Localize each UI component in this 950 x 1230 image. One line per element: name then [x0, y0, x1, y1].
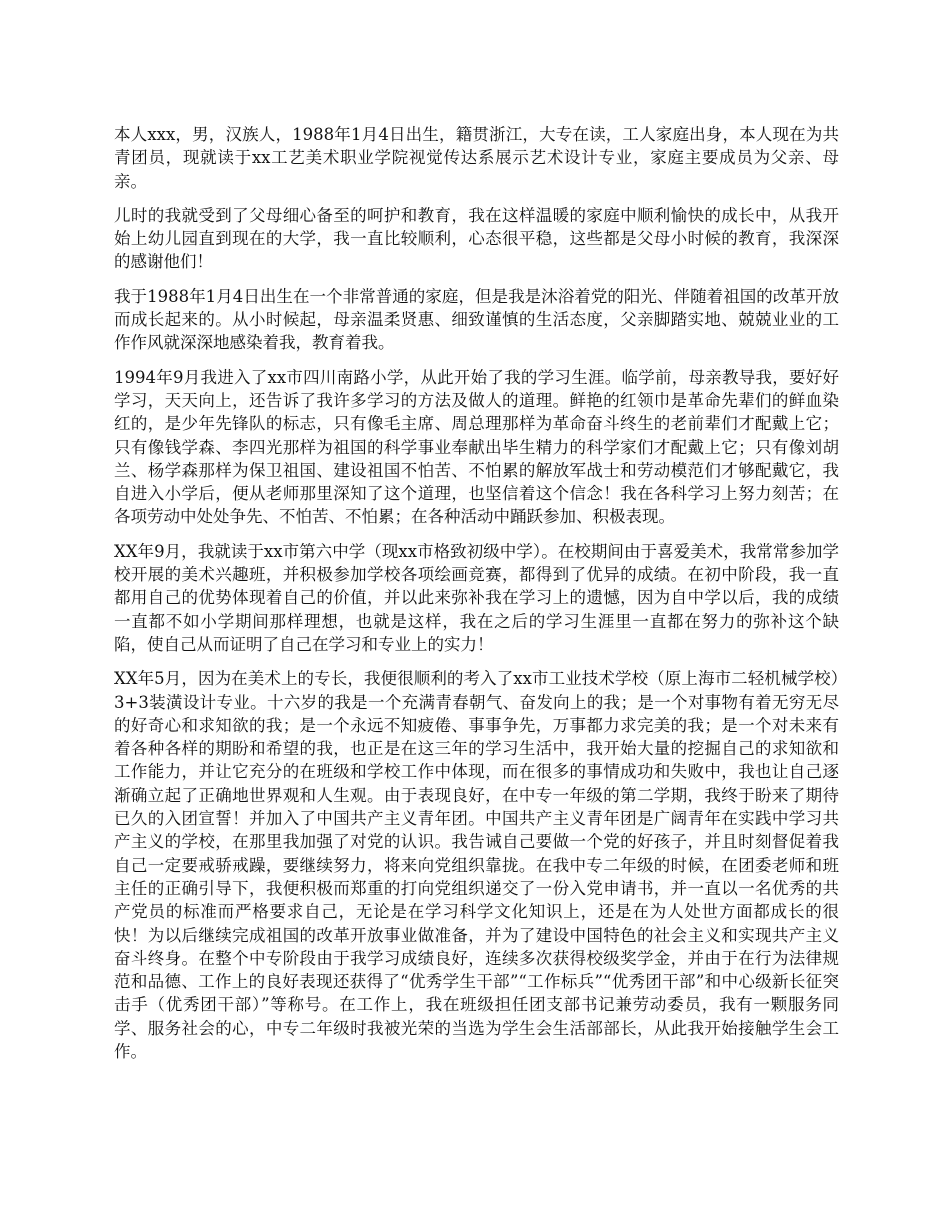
paragraph-technical-school: XX年5月，因为在美术上的专长，我便很顺利的考入了xx市工业技术学校（原上海市二轻机械学校）3+3装潢设计专业。十六岁的我是一个充满青春朝气、奋发向上的我；是一个对事物有着无穷无尽的好奇心和求知欲的我；是一个永远不知疲倦、事事争先，万事都力求完美的我；是一个对未来有着各种各样的期盼和希望的我，也正是在这三年的学习生活中，我开始大量的挖掘自己的求知欲和工作能力，并让它充分的在班级和学校工作中体现，而在很多的事情成功和失败中，我也让自己逐渐确立起了正确地世界观和人生观。由于表现良好，在中专一年级的第二学期，我终于盼来了期待已久的入团宣誓！并加入了中国共产主义青年团。中国共产主义青年团是广阔青年在实践中学习共产主义的学校，在那里我加强了对党的认识。我告诫自己要做一个党的好孩子，并且时刻督促着我自己一定要戒骄戒躁，要继续努力，将来向党组织靠拢。在我中专二年级的时候，在团委老师和班主任的正确引导下，我便积极而郑重的打向党组织递交了一份入党申请书，并一直以一名优秀的共产党员的标准而严格要求自己，无论是在学习科学文化知识上，还是在为人处世方面都成长的很快！为以后继续完成祖国的改革开放事业做准备，并为了建设中国特色的社会主义和实现共产主义奋斗终身。在整个中专阶段由于我学习成绩良好，连续多次获得校级奖学金，并由于在行为法律规范和品德、工作上的良好表现还获得了“优秀学生干部”“工作标兵”“优秀团干部”和中心级新长征突击手（优秀团干部）”等称号。在工作上，我在班级担任团支部书记兼劳动委员，我有一颗服务同学、服务社会的心，中专二年级时我被光荣的当选为学生会生活部部长，从此我开始接触学生会工作。 — [114, 669, 839, 1061]
document-body — [114, 123, 839, 1074]
paragraph-childhood: 儿时的我就受到了父母细心备至的呵护和教育，我在这样温暖的家庭中顺利愉快的成长中，从我开始上幼儿园直到现在的大学，我一直比较顺利，心态很平稳，这些都是父母小时候的教育，我深深的感谢他们！ — [114, 205, 839, 272]
paragraph-middle-school: XX年9月，我就读于xx市第六中学（现xx市格致初级中学）。在校期间由于喜爱美术，我常常参加学校开展的美术兴趣班，并积极参加学校各项绘画竞赛，都得到了优异的成绩。在初中阶段，我一直都用自己的优势体现着自己的价值，并以此来弥补我在学习上的遗憾，因为自中学以后，我的成绩一直都不如小学期间那样理想，也就是这样，我在之后的学习生涯里一直都在努力的弥补这个缺陷，使自己从而证明了自己在学习和专业上的实力！ — [114, 541, 839, 654]
paragraph-primary-school: 1994年9月我进入了xx市四川南路小学，从此开始了我的学习生涯。临学前，母亲教导我，要好好学习，天天向上，还告诉了我许多学习的方法及做人的道理。鲜艳的红领巾是革命先辈们的鲜血染红的，是少年先锋队的标志，只有像毛主席、周总理那样为革命奋斗终生的老前辈们才配戴上它；只有像钱学森、李四光那样为祖国的科学事业奉献出毕生精力的科学家们才配戴上它；只有像刘胡兰、杨学森那样为保卫祖国、建设祖国不怕苦、不怕累的解放军战士和劳动模范们才够配戴它，我自进入小学后，便从老师那里深知了这个道理，也坚信着这个信念！我在各科学习上努力刻苦；在各项劳动中处处争先、不怕苦、不怕累；在各种活动中踊跃参加、积极表现。 — [114, 367, 839, 527]
paragraph-family: 我于1988年1月4日出生在一个非常普通的家庭，但是我是沐浴着党的阳光、伴随着祖国的改革开放而成长起来的。从小时候起，母亲温柔贤惠、细致谨慎的生活态度，父亲脚踏实地、兢兢业业的工作作风就深深地感染着我，教育着我。 — [114, 286, 839, 353]
paragraph-intro: 本人xxx，男，汉族人，1988年1月4日出生，籍贯浙江，大专在读，工人家庭出身，本人现在为共青团员，现就读于xx工艺美术职业学院视觉传达系展示艺术设计专业，家庭主要成员为父亲、母亲。 — [114, 125, 839, 191]
